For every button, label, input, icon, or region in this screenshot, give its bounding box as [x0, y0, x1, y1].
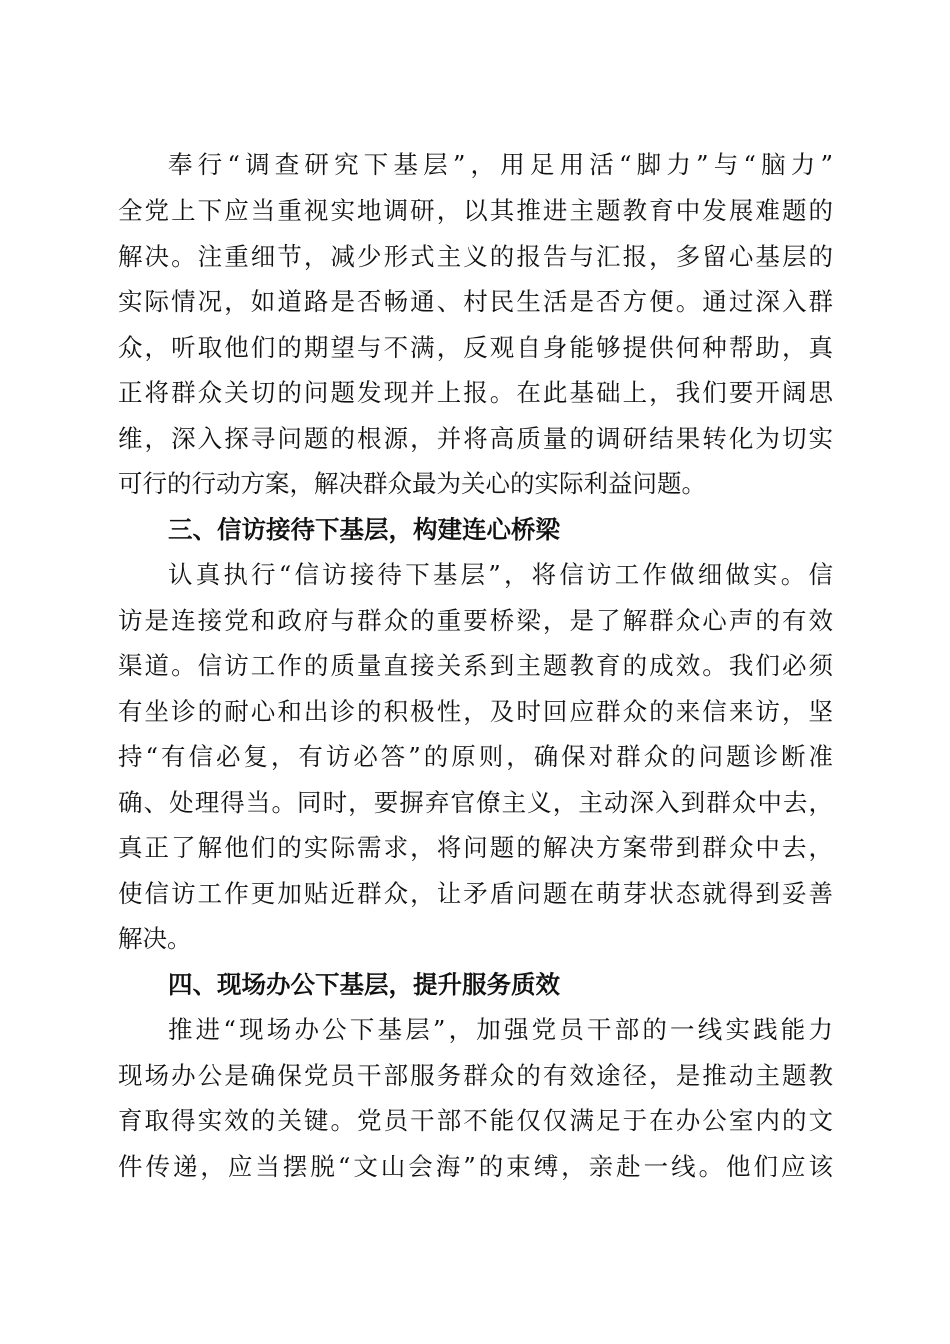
paragraph-line: 件传递，应当摆脱“文山会海”的束缚，亲赴一线。他们应该 — [118, 1152, 833, 1181]
paragraph-line: 解决。注重细节，减少形式主义的报告与汇报，多留心基层的 — [118, 242, 833, 271]
paragraph-line: 现场办公是确保党员干部服务群众的有效途径，是推动主题教 — [118, 1061, 833, 1090]
paragraph-line: 使信访工作更加贴近群众，让矛盾问题在萌芽状态就得到妥善 — [118, 879, 833, 908]
paragraph-line: 有坐诊的耐心和出诊的积极性，及时回应群众的来信来访，坚 — [118, 697, 833, 726]
paragraph-line: 确、处理得当。同时，要摒弃官僚主义，主动深入到群众中去， — [118, 788, 833, 817]
paragraph-line: 认真执行“信访接待下基层”，将信访工作做细做实。信 — [168, 560, 833, 589]
paragraph-line: 持“有信必复，有访必答”的原则，确保对群众的问题诊断准 — [118, 742, 833, 771]
paragraph-line: 众，听取他们的期望与不满，反观自身能够提供何种帮助，真 — [118, 333, 833, 362]
paragraph-line: 解决。 — [118, 924, 192, 953]
paragraph-line: 访是连接党和政府与群众的重要桥梁，是了解群众心声的有效 — [118, 606, 833, 635]
paragraph-line: 渠道。信访工作的质量直接关系到主题教育的成效。我们必须 — [118, 651, 833, 680]
paragraph-line: 正将群众关切的问题发现并上报。在此基础上，我们要开阔思 — [118, 378, 833, 407]
paragraph-line: 可行的行动方案，解决群众最为关心的实际利益问题。 — [118, 469, 706, 498]
paragraph-line: 维，深入探寻问题的根源，并将高质量的调研结果转化为切实 — [118, 424, 833, 453]
paragraph-line: 实际情况，如道路是否畅通、村民生活是否方便。通过深入群 — [118, 287, 833, 316]
paragraph-line: 真正了解他们的实际需求，将问题的解决方案带到群众中去， — [118, 833, 833, 862]
section-heading: 三、信访接待下基层，构建连心桥梁 — [168, 515, 560, 544]
paragraph-line: 育取得实效的关键。党员干部不能仅仅满足于在办公室内的文 — [118, 1106, 833, 1135]
paragraph-line: 推进“现场办公下基层”，加强党员干部的一线实践能力 — [168, 1015, 833, 1044]
section-heading: 四、现场办公下基层，提升服务质效 — [168, 970, 560, 999]
paragraph-line: 奉行“调查研究下基层”，用足用活“脚力”与“脑力” — [168, 150, 833, 179]
paragraph-line: 全党上下应当重视实地调研，以其推进主题教育中发展难题的 — [118, 196, 833, 225]
